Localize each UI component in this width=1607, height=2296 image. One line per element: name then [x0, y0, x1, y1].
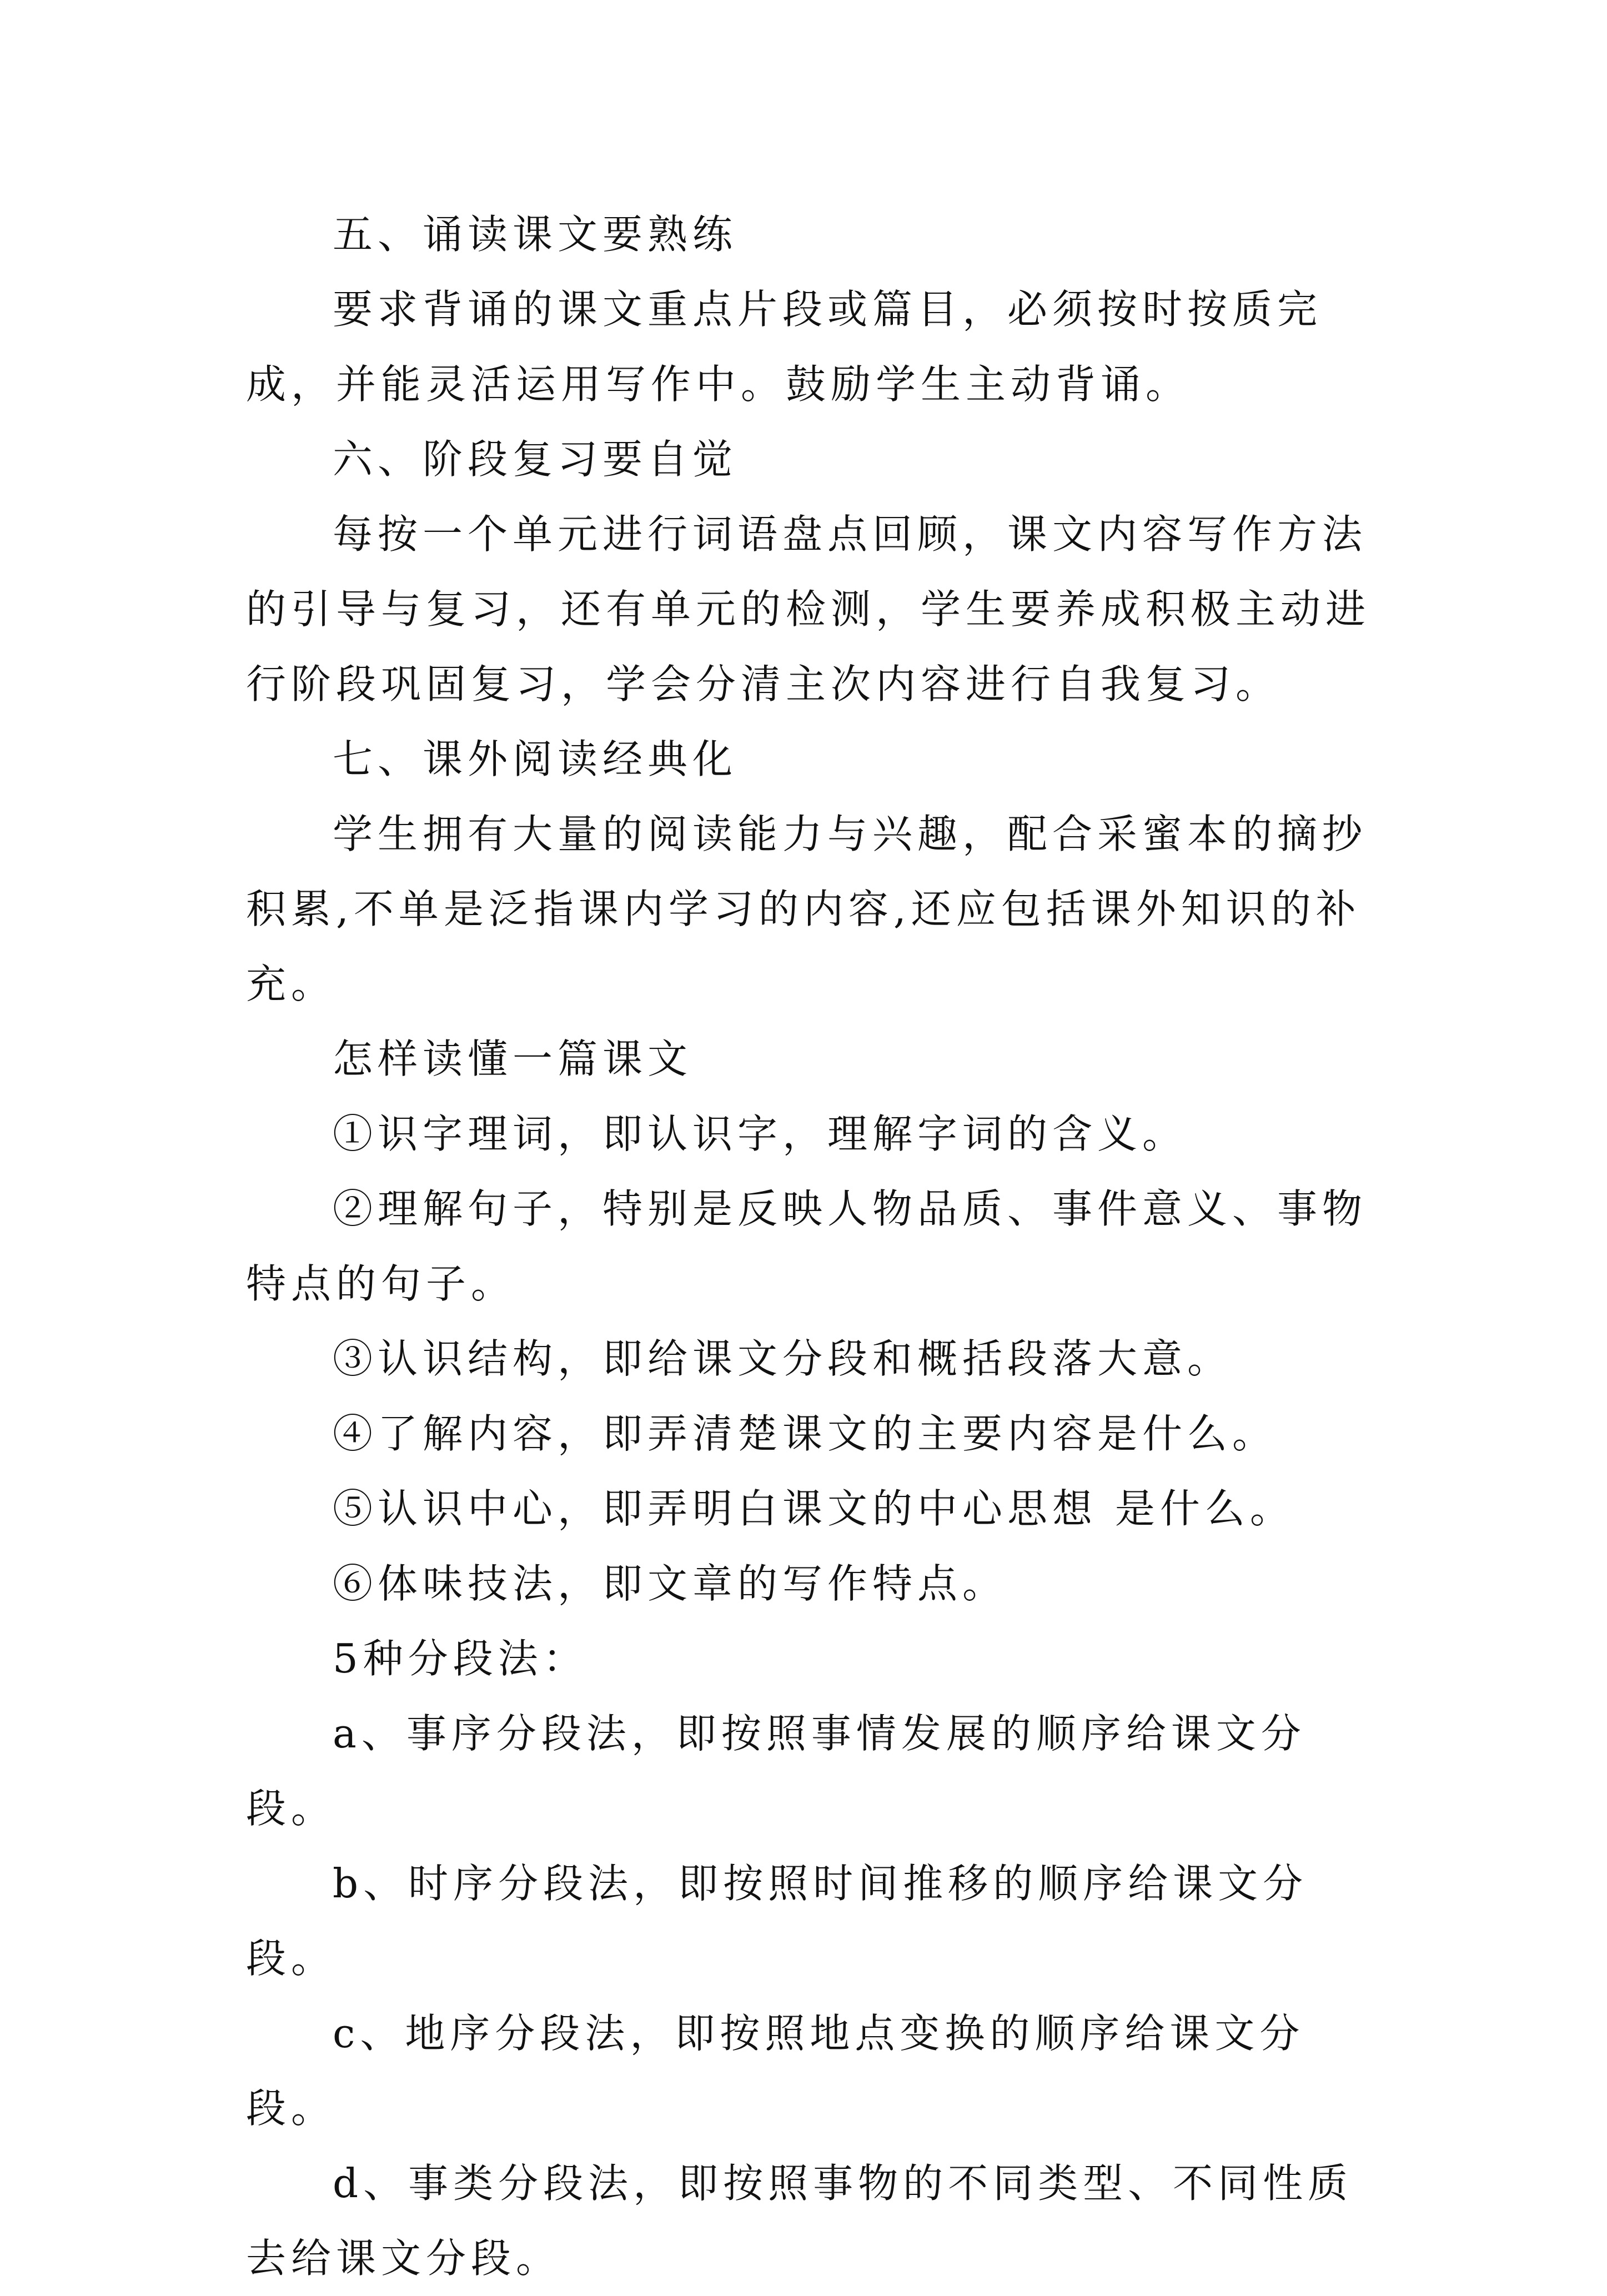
section-heading-review: 六、阶段复习要自觉: [333, 436, 738, 483]
list-item-5: ⑤认识中心，即弄明白课文的中心思想 是什么。: [333, 1485, 1295, 1532]
method-a: a、事序分段法，即按照事情发展的顺序给课文分段。: [246, 1710, 1306, 1832]
heading-understand-text: 怎样读懂一篇课文: [333, 1036, 693, 1082]
list-item-6: ⑥体味技法，即文章的写作特点。: [333, 1560, 1008, 1607]
method-d: d、事类分段法，即按照事物的不同类型、不同性质去给课文分段。: [246, 2160, 1353, 2282]
paragraph-recitation: 要求背诵的课文重点片段或篇目，必须按时按质完成，并能灵活运用写作中。鼓励学生主动背诵。: [246, 286, 1323, 408]
body-text: [246, 197, 1373, 2296]
list-item-4: ④了解内容，即弄清楚课文的主要内容是什么。: [333, 1410, 1278, 1457]
list-item-2: ②理解句子，特别是反映人物品质、事件意义、事物特点的句子。: [246, 1185, 1368, 1307]
list-item-3: ③认识结构，即给课文分段和概括段落大意。: [333, 1335, 1233, 1382]
section-heading-recitation: 五、诵读课文要熟练: [333, 211, 738, 258]
method-b: b、时序分段法，即按照时间推移的顺序给课文分段。: [246, 1860, 1308, 1982]
section-heading-reading: 七、课外阅读经典化: [333, 736, 738, 782]
list-item-1: ①识字理词，即认识字，理解字词的含义。: [333, 1111, 1188, 1157]
paragraph-reading: 学生拥有大量的阅读能力与兴趣，配合采蜜本的摘抄积累,不单是泛指课内学习的内容,还应包括课外知识的补充。: [246, 811, 1368, 1007]
paragraph-review: 每按一个单元进行词语盘点回顾，课文内容写作方法的引导与复习，还有单元的检测，学生要养成积极主动进行阶段巩固复习，学会分清主次内容进行自我复习。: [246, 511, 1371, 707]
method-c: c、地序分段法，即按照地点变换的顺序给课文分段。: [246, 2010, 1305, 2132]
heading-segmentation-methods: 5种分段法：: [333, 1635, 588, 1682]
